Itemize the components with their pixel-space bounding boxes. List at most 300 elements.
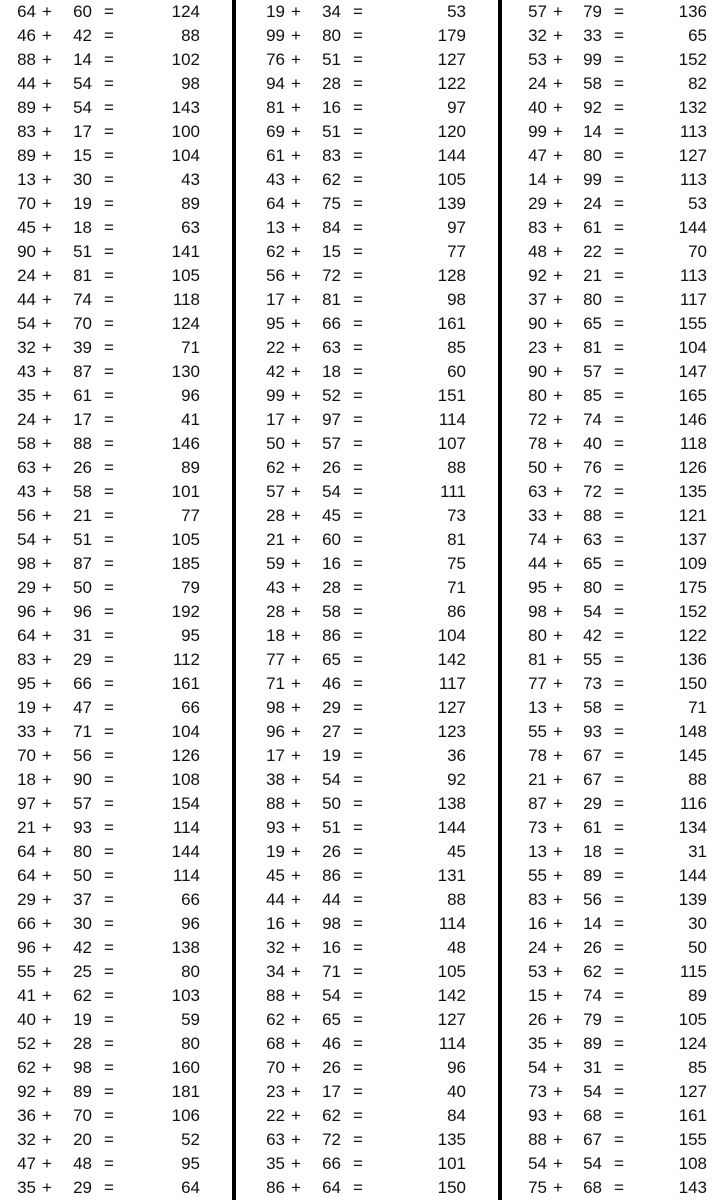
plus-sign: +	[553, 266, 563, 285]
addition-problem	[0, 840, 230, 864]
equals-sign: =	[614, 506, 624, 525]
addend-b: 64	[322, 1178, 341, 1197]
plus-sign: +	[291, 290, 301, 309]
addend-b: 21	[73, 506, 92, 525]
plus-sign: +	[553, 314, 563, 333]
sum-result: 79	[181, 578, 200, 597]
plus-sign: +	[42, 482, 52, 501]
addend-b: 72	[583, 482, 602, 501]
addend-b: 63	[583, 530, 602, 549]
equals-sign: =	[104, 746, 114, 765]
addend-a: 15	[528, 986, 547, 1005]
sum-result: 121	[678, 506, 707, 525]
equals-sign: =	[353, 122, 363, 141]
sum-result: 96	[447, 1058, 466, 1077]
plus-sign: +	[291, 818, 301, 837]
addend-a: 99	[266, 26, 285, 45]
addend-b: 17	[73, 122, 92, 141]
sum-result: 185	[171, 554, 200, 573]
plus-sign: +	[42, 962, 52, 981]
equals-sign: =	[614, 746, 624, 765]
plus-sign: +	[553, 866, 563, 885]
addition-problem	[238, 1176, 496, 1200]
equals-sign: =	[104, 146, 114, 165]
addend-b: 30	[73, 170, 92, 189]
plus-sign: +	[553, 1082, 563, 1101]
plus-sign: +	[553, 1106, 563, 1125]
sum-result: 139	[437, 194, 466, 213]
sum-result: 108	[678, 1154, 707, 1173]
plus-sign: +	[42, 554, 52, 573]
sum-result: 102	[171, 50, 200, 69]
sum-result: 104	[171, 722, 200, 741]
addend-b: 14	[583, 914, 602, 933]
addition-problem	[504, 1104, 717, 1128]
equals-sign: =	[353, 506, 363, 525]
plus-sign: +	[553, 2, 563, 21]
addend-a: 68	[266, 1034, 285, 1053]
addend-b: 50	[73, 866, 92, 885]
equals-sign: =	[614, 650, 624, 669]
equals-sign: =	[104, 698, 114, 717]
addend-b: 86	[322, 626, 341, 645]
equals-sign: =	[614, 338, 624, 357]
addend-b: 62	[322, 1106, 341, 1125]
addend-a: 93	[528, 1106, 547, 1125]
addend-b: 26	[322, 842, 341, 861]
sum-result: 128	[437, 266, 466, 285]
plus-sign: +	[291, 914, 301, 933]
addend-b: 29	[322, 698, 341, 717]
sum-result: 118	[679, 434, 707, 453]
equals-sign: =	[614, 818, 624, 837]
equals-sign: =	[104, 194, 114, 213]
equals-sign: =	[104, 218, 114, 237]
plus-sign: +	[291, 170, 301, 189]
addition-problem	[238, 744, 496, 768]
sum-result: 89	[181, 458, 200, 477]
sum-result: 77	[181, 506, 200, 525]
addition-problem	[238, 720, 496, 744]
plus-sign: +	[553, 434, 563, 453]
plus-sign: +	[291, 242, 301, 261]
addition-problem	[504, 528, 717, 552]
addend-a: 88	[266, 794, 285, 813]
addition-problem	[504, 96, 717, 120]
equals-sign: =	[614, 2, 624, 21]
sum-result: 134	[678, 818, 707, 837]
addend-a: 83	[528, 218, 547, 237]
addition-problem	[238, 600, 496, 624]
plus-sign: +	[42, 122, 52, 141]
addend-a: 89	[17, 146, 36, 165]
addition-problem	[0, 792, 230, 816]
addend-a: 62	[266, 1010, 285, 1029]
equals-sign: =	[614, 674, 624, 693]
equals-sign: =	[104, 938, 114, 957]
sum-result: 138	[437, 794, 466, 813]
addend-a: 32	[266, 938, 285, 957]
equals-sign: =	[353, 1106, 363, 1125]
plus-sign: +	[42, 434, 52, 453]
addend-b: 42	[73, 26, 92, 45]
addend-a: 44	[528, 554, 547, 573]
sum-result: 161	[678, 1106, 707, 1125]
addition-problem	[238, 1104, 496, 1128]
addition-problem	[238, 360, 496, 384]
addend-a: 66	[17, 914, 36, 933]
equals-sign: =	[614, 146, 624, 165]
addend-a: 73	[528, 818, 547, 837]
equals-sign: =	[614, 1178, 624, 1197]
sum-result: 97	[447, 218, 466, 237]
addition-problem	[238, 624, 496, 648]
addition-problem	[504, 48, 717, 72]
addend-a: 95	[528, 578, 547, 597]
equals-sign: =	[104, 866, 114, 885]
addend-b: 31	[73, 626, 92, 645]
addend-b: 46	[322, 1034, 341, 1053]
equals-sign: =	[353, 98, 363, 117]
equals-sign: =	[614, 1010, 624, 1029]
plus-sign: +	[553, 986, 563, 1005]
sum-result: 95	[181, 1154, 200, 1173]
addition-problem	[0, 240, 230, 264]
equals-sign: =	[104, 1058, 114, 1077]
addend-b: 34	[322, 2, 341, 21]
equals-sign: =	[104, 578, 114, 597]
equals-sign: =	[353, 554, 363, 573]
addition-problem	[0, 576, 230, 600]
addition-problem	[504, 888, 717, 912]
plus-sign: +	[291, 98, 301, 117]
addend-a: 92	[17, 1082, 36, 1101]
plus-sign: +	[42, 386, 52, 405]
addition-problem	[504, 504, 717, 528]
plus-sign: +	[42, 266, 52, 285]
addition-problem	[238, 1128, 496, 1152]
equals-sign: =	[353, 242, 363, 261]
addend-a: 35	[266, 1154, 285, 1173]
addend-a: 17	[266, 290, 285, 309]
addend-b: 42	[73, 938, 92, 957]
addend-a: 59	[266, 554, 285, 573]
addend-b: 88	[73, 434, 92, 453]
equals-sign: =	[104, 890, 114, 909]
sum-result: 30	[688, 914, 707, 933]
plus-sign: +	[291, 122, 301, 141]
addition-problem	[504, 264, 717, 288]
addition-problem	[504, 120, 717, 144]
addend-b: 60	[322, 530, 341, 549]
addition-problem	[504, 864, 717, 888]
equals-sign: =	[353, 890, 363, 909]
addition-problem	[0, 360, 230, 384]
addition-problem	[238, 192, 496, 216]
sum-result: 127	[437, 698, 466, 717]
sum-result: 124	[171, 314, 200, 333]
addend-b: 26	[322, 458, 341, 477]
plus-sign: +	[42, 818, 52, 837]
addend-a: 34	[266, 962, 285, 981]
addend-b: 63	[322, 338, 341, 357]
addend-b: 79	[583, 2, 602, 21]
equals-sign: =	[614, 938, 624, 957]
equals-sign: =	[353, 1082, 363, 1101]
addend-b: 87	[73, 362, 92, 381]
addition-problem	[504, 1008, 717, 1032]
equals-sign: =	[353, 26, 363, 45]
sum-result: 109	[678, 554, 707, 573]
addition-problem	[0, 528, 230, 552]
equals-sign: =	[104, 362, 114, 381]
addend-b: 46	[322, 674, 341, 693]
plus-sign: +	[291, 866, 301, 885]
sum-result: 108	[171, 770, 200, 789]
addition-problem	[0, 168, 230, 192]
plus-sign: +	[553, 458, 563, 477]
addend-a: 98	[266, 698, 285, 717]
addend-a: 63	[266, 1130, 285, 1149]
addend-a: 48	[528, 242, 547, 261]
equals-sign: =	[104, 530, 114, 549]
addition-problem	[0, 1056, 230, 1080]
addition-problem	[238, 816, 496, 840]
problem-column-2	[238, 0, 496, 1200]
plus-sign: +	[291, 1082, 301, 1101]
addend-a: 21	[266, 530, 285, 549]
plus-sign: +	[42, 578, 52, 597]
sum-result: 107	[437, 434, 466, 453]
plus-sign: +	[291, 506, 301, 525]
plus-sign: +	[42, 338, 52, 357]
sum-result: 104	[678, 338, 707, 357]
addend-a: 69	[266, 122, 285, 141]
problem-column-1	[0, 0, 230, 1200]
addition-problem	[238, 24, 496, 48]
sum-result: 89	[688, 986, 707, 1005]
sum-result: 41	[181, 410, 200, 429]
addition-problem	[504, 984, 717, 1008]
addend-b: 80	[583, 290, 602, 309]
equals-sign: =	[353, 914, 363, 933]
addend-b: 26	[322, 1058, 341, 1077]
addend-a: 43	[266, 578, 285, 597]
addend-a: 13	[17, 170, 36, 189]
sum-result: 114	[438, 914, 466, 933]
addend-b: 58	[322, 602, 341, 621]
addend-b: 62	[583, 962, 602, 981]
addition-problem	[238, 48, 496, 72]
addend-a: 43	[266, 170, 285, 189]
plus-sign: +	[291, 986, 301, 1005]
addition-problem	[504, 576, 717, 600]
addend-b: 98	[73, 1058, 92, 1077]
plus-sign: +	[291, 194, 301, 213]
equals-sign: =	[614, 458, 624, 477]
sum-result: 151	[437, 386, 466, 405]
addend-b: 30	[73, 914, 92, 933]
equals-sign: =	[353, 842, 363, 861]
addend-a: 38	[266, 770, 285, 789]
sum-result: 98	[181, 74, 200, 93]
equals-sign: =	[353, 338, 363, 357]
addend-a: 64	[17, 626, 36, 645]
plus-sign: +	[291, 1034, 301, 1053]
addition-problem	[504, 1032, 717, 1056]
equals-sign: =	[104, 410, 114, 429]
sum-result: 101	[171, 482, 200, 501]
addend-b: 74	[583, 986, 602, 1005]
sum-result: 152	[678, 50, 707, 69]
addend-a: 45	[17, 218, 36, 237]
addition-problem	[0, 696, 230, 720]
addend-b: 27	[322, 722, 341, 741]
plus-sign: +	[291, 1154, 301, 1173]
addend-a: 54	[17, 530, 36, 549]
sum-result: 100	[171, 122, 200, 141]
addition-problem	[0, 216, 230, 240]
sum-result: 64	[181, 1178, 200, 1197]
addition-problem	[504, 144, 717, 168]
sum-result: 71	[181, 338, 200, 357]
plus-sign: +	[291, 362, 301, 381]
equals-sign: =	[614, 290, 624, 309]
equals-sign: =	[353, 1154, 363, 1173]
sum-result: 127	[437, 1010, 466, 1029]
plus-sign: +	[553, 962, 563, 981]
column-divider-2	[498, 0, 502, 1200]
addend-a: 33	[17, 722, 36, 741]
sum-result: 114	[172, 818, 200, 837]
addend-b: 18	[73, 218, 92, 237]
equals-sign: =	[614, 722, 624, 741]
addend-b: 54	[322, 482, 341, 501]
equals-sign: =	[104, 554, 114, 573]
equals-sign: =	[353, 146, 363, 165]
sum-result: 145	[678, 746, 707, 765]
addend-a: 13	[266, 218, 285, 237]
addend-a: 23	[266, 1082, 285, 1101]
sum-result: 98	[447, 290, 466, 309]
addend-a: 73	[528, 1082, 547, 1101]
equals-sign: =	[104, 650, 114, 669]
addend-b: 96	[73, 602, 92, 621]
addend-b: 54	[583, 1082, 602, 1101]
sum-result: 142	[437, 650, 466, 669]
equals-sign: =	[104, 314, 114, 333]
addition-problem	[0, 504, 230, 528]
sum-result: 114	[438, 410, 466, 429]
equals-sign: =	[104, 842, 114, 861]
plus-sign: +	[291, 1058, 301, 1077]
plus-sign: +	[42, 794, 52, 813]
equals-sign: =	[614, 1130, 624, 1149]
sum-result: 45	[447, 842, 466, 861]
addition-problem	[504, 816, 717, 840]
addend-a: 24	[17, 266, 36, 285]
addition-problem	[238, 168, 496, 192]
addend-b: 73	[583, 674, 602, 693]
addition-problem	[504, 840, 717, 864]
addend-b: 28	[322, 74, 341, 93]
equals-sign: =	[614, 530, 624, 549]
equals-sign: =	[104, 1082, 114, 1101]
sum-result: 105	[678, 1010, 707, 1029]
equals-sign: =	[353, 194, 363, 213]
equals-sign: =	[353, 290, 363, 309]
equals-sign: =	[614, 50, 624, 69]
addend-b: 80	[322, 26, 341, 45]
addend-a: 40	[528, 98, 547, 117]
addition-problem	[0, 432, 230, 456]
sum-result: 175	[678, 578, 707, 597]
plus-sign: +	[291, 218, 301, 237]
addend-a: 88	[528, 1130, 547, 1149]
addend-a: 32	[528, 26, 547, 45]
addend-a: 62	[266, 458, 285, 477]
plus-sign: +	[291, 698, 301, 717]
addend-b: 80	[583, 578, 602, 597]
addend-b: 87	[73, 554, 92, 573]
plus-sign: +	[553, 722, 563, 741]
equals-sign: =	[614, 866, 624, 885]
addition-problem	[504, 1152, 717, 1176]
addend-a: 83	[17, 122, 36, 141]
plus-sign: +	[42, 170, 52, 189]
addition-problem	[0, 408, 230, 432]
equals-sign: =	[614, 26, 624, 45]
equals-sign: =	[353, 482, 363, 501]
addition-problem	[238, 432, 496, 456]
addition-problem	[238, 72, 496, 96]
sum-result: 118	[172, 290, 200, 309]
plus-sign: +	[291, 770, 301, 789]
sum-result: 150	[437, 1178, 466, 1197]
addition-problem	[504, 312, 717, 336]
equals-sign: =	[104, 122, 114, 141]
equals-sign: =	[614, 362, 624, 381]
addend-a: 55	[17, 962, 36, 981]
addition-problem	[504, 792, 717, 816]
plus-sign: +	[553, 626, 563, 645]
addition-problem	[504, 624, 717, 648]
addend-b: 81	[322, 290, 341, 309]
addend-a: 70	[266, 1058, 285, 1077]
addend-b: 62	[322, 170, 341, 189]
plus-sign: +	[42, 626, 52, 645]
addition-problem	[0, 864, 230, 888]
equals-sign: =	[104, 1178, 114, 1197]
addend-b: 81	[73, 266, 92, 285]
plus-sign: +	[553, 890, 563, 909]
equals-sign: =	[104, 818, 114, 837]
addition-problem	[504, 960, 717, 984]
addition-problem	[238, 240, 496, 264]
addend-a: 28	[266, 506, 285, 525]
equals-sign: =	[614, 626, 624, 645]
addend-b: 20	[73, 1130, 92, 1149]
addition-problem	[238, 0, 496, 24]
addition-problem	[0, 1008, 230, 1032]
equals-sign: =	[614, 410, 624, 429]
addition-problem	[0, 744, 230, 768]
plus-sign: +	[42, 458, 52, 477]
equals-sign: =	[614, 434, 624, 453]
addend-a: 21	[528, 770, 547, 789]
addend-a: 18	[17, 770, 36, 789]
addition-problem	[0, 816, 230, 840]
